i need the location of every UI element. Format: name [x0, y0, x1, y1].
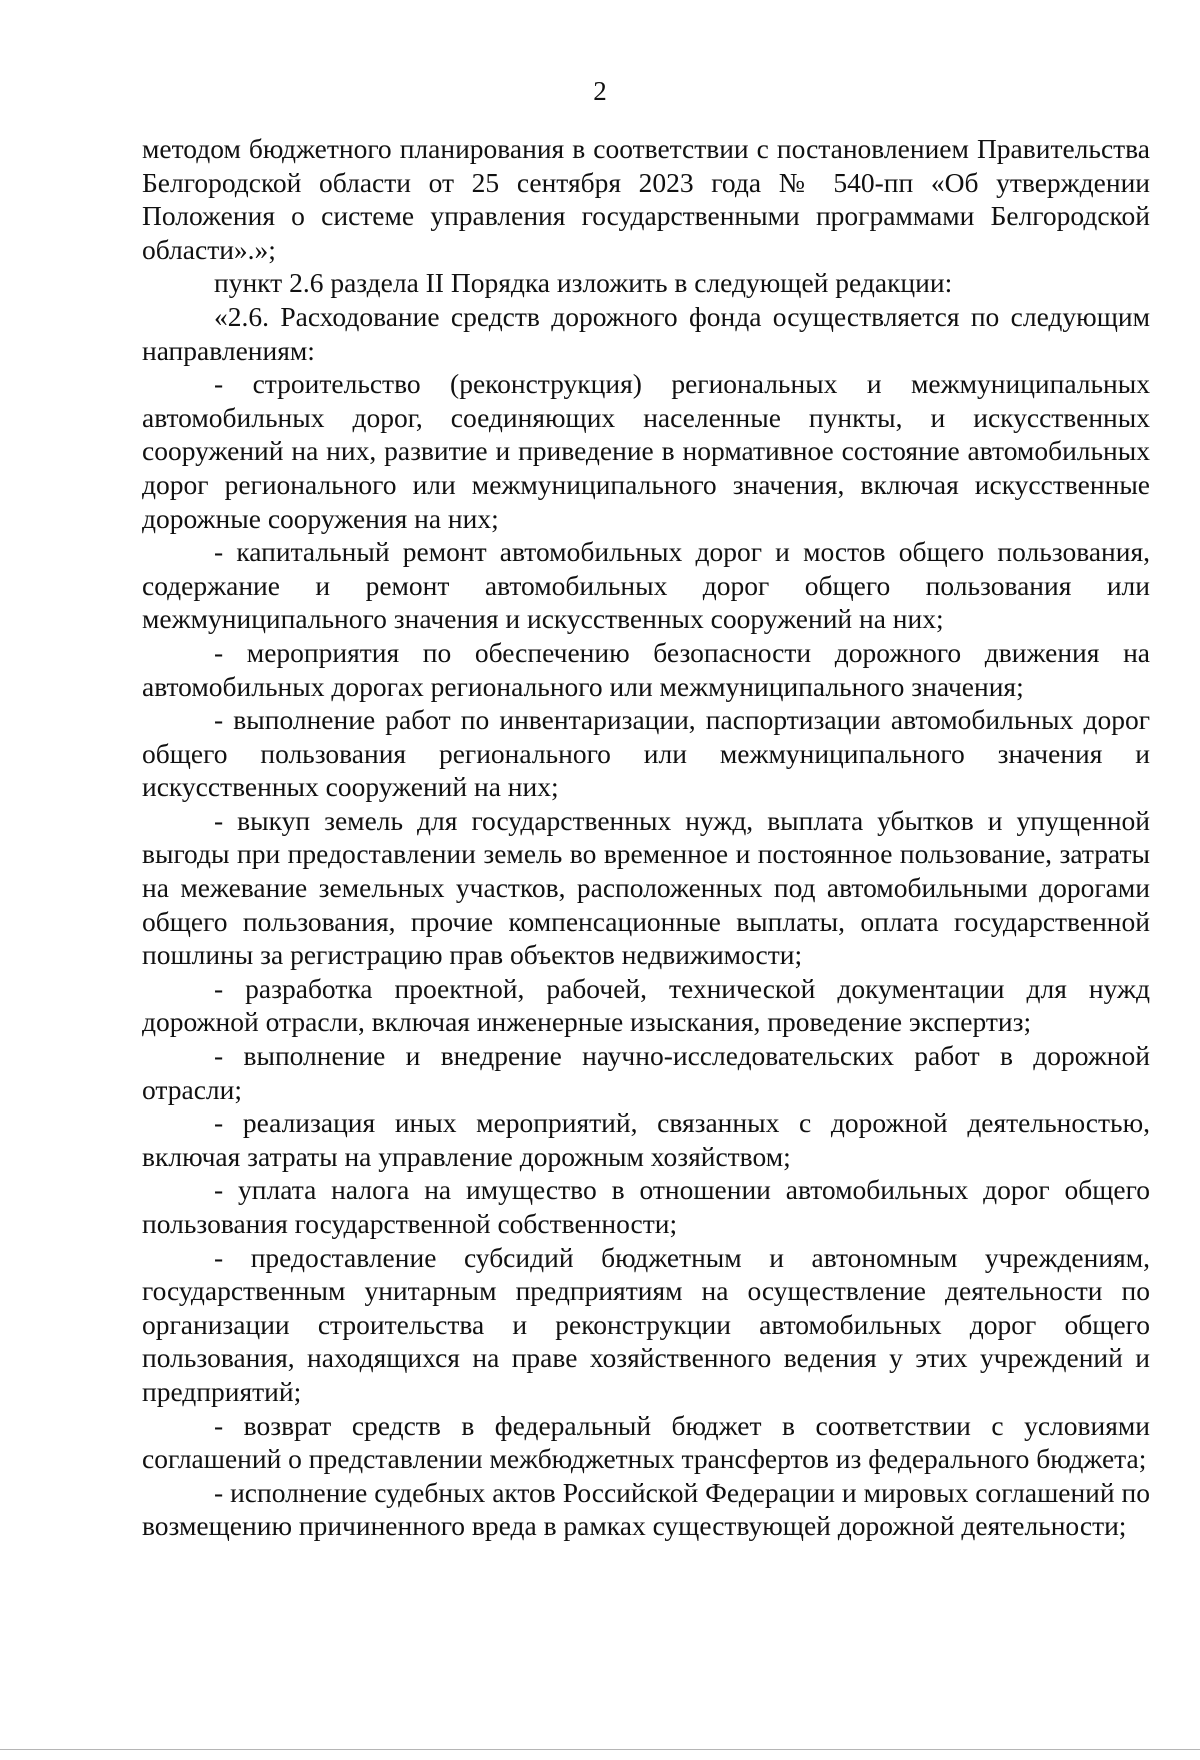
list-item-construction: - строительство (реконструкция) региональных и межмуниципальных автомобильных дорог, соединяющих населенные пункты, и искусственных сооружений на них, развитие и приведение в нормативное состояние автомобильных дорог регионального или межмуниципального значения, включая искусственные дорожные сооружения на них; [142, 368, 1150, 534]
list-item-refund: - возврат средств в федеральный бюджет в соответствии с условиями соглашений о представлении межбюджетных трансфертов из федерального бюджета; [142, 1409, 1150, 1475]
list-item-repair: - капитальный ремонт автомобильных дорог и мостов общего пользования, содержание и ремонт автомобильных дорог общего пользования или межмуниципального значения и искусственных сооружений на них; [142, 536, 1150, 635]
list-item-land-purchase: - выкуп земель для государственных нужд, выплата убытков и упущенной выгоды при предоставлении земель во временное и постоянное пользование, затраты на межевание земельных участков, расположенных под автомобильными дорогами общего пользования, прочие компенсационные выплаты, оплата государственной пошлины за регистрацию прав объектов недвижимости; [142, 804, 1150, 971]
list-item-court-acts: - исполнение судебных актов Российской Федерации и мировых соглашений по возмещению причиненного вреда в рамках существующей дорожной деятельности; [142, 1476, 1150, 1542]
list-item-research: - выполнение и внедрение научно-исследовательских работ в дорожной отрасли; [142, 1040, 1150, 1105]
list-item-subsidies: - предоставление субсидий бюджетным и автономным учреждениям, государственным унитарным предприятиям на осуществление деятельности по организации строительства и реконструкции автомобильных дорог общего пользования, находящихся на праве хозяйственного ведения у этих учреждений и предприятий; [142, 1241, 1150, 1407]
list-item-safety: - мероприятия по обеспечению безопасности дорожного движения на автомобильных дорогах регионального или межмуниципального значения; [142, 636, 1150, 702]
list-item-inventory: - выполнение работ по инвентаризации, паспортизации автомобильных дорог общего пользования регионального или межмуниципального значения и искусственных сооружений на них; [142, 704, 1150, 803]
paragraph-clause-2-6: «2.6. Расходование средств дорожного фонда осуществляется по следующим направлениям: [142, 300, 1150, 366]
paragraph-amendment-intro: пункт 2.6 раздела II Порядка изложить в следующей редакции: [214, 267, 953, 299]
page-bottom-edge [0, 1749, 1200, 1750]
list-item-property-tax: - уплата налога на имущество в отношении автомобильных дорог общего пользования государственной собственности; [142, 1174, 1150, 1239]
document-body [142, 132, 1150, 1543]
list-item-documentation: - разработка проектной, рабочей, технической документации для нужд дорожной отрасли, включая инженерные изыскания, проведение экспертиз; [142, 972, 1150, 1038]
paragraph-continuation: методом бюджетного планирования в соответствии с постановлением Правительства Белгородской области от 25 сентября 2023 года № 540-пп «Об утверждении Положения о системе управления государственными программами Белгородской области».»; [142, 133, 1150, 265]
list-item-other-measures: - реализация иных мероприятий, связанных с дорожной деятельностью, включая затраты на управление дорожным хозяйством; [142, 1107, 1150, 1172]
page-number: 2 [593, 76, 607, 106]
